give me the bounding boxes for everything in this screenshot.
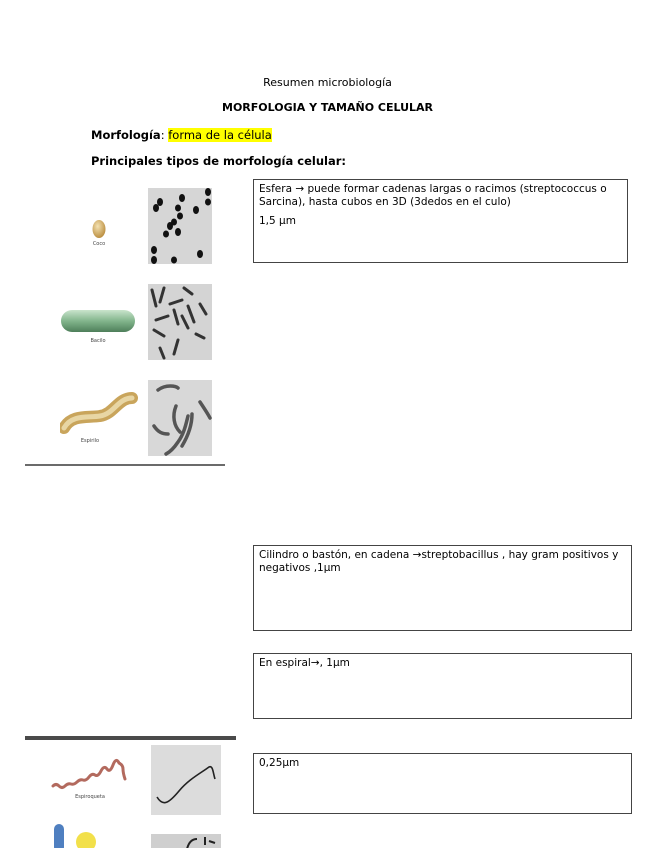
morfologia-highlight: forma de la célula [168, 128, 272, 142]
section-heading: Principales tipos de morfología celular: [91, 154, 346, 168]
micrograph-partial-bottom [151, 834, 221, 848]
divider-line [25, 464, 225, 466]
figure-bacillus [58, 306, 138, 346]
box-text: 0,25µm [259, 757, 300, 769]
box-size: 1,5 µm [259, 215, 296, 227]
micrograph-spirillum [148, 380, 212, 456]
text-box-bacillus [253, 545, 632, 631]
figure-label: Bacilo [90, 338, 106, 344]
morfologia-separator: : [160, 128, 169, 142]
box-text: Cilindro o bastón, en cadena →streptobacillus , hay gram positivos y negativos ,1µm [259, 549, 619, 574]
figure-spirillum [60, 392, 140, 448]
text-box-coccus [253, 179, 628, 263]
figure-coccus [70, 214, 130, 254]
figure-label: Espirilo [80, 438, 100, 444]
bacilli-micrograph-icon [148, 284, 212, 360]
spirochete-micrograph-icon [151, 745, 221, 815]
spirochete-illustration-icon [50, 758, 140, 798]
morfologia-label: Morfología [91, 128, 161, 142]
mixed-shapes-illustration-icon [50, 822, 120, 848]
partial-micrograph-icon [151, 835, 221, 848]
micrograph-bacillus [148, 284, 212, 360]
micrograph-spirochete [151, 745, 221, 815]
cocci-micrograph-icon [148, 188, 212, 264]
box-text: En espiral→, 1µm [259, 657, 350, 669]
bacillus-illustration-icon [58, 306, 138, 336]
document-title: MORFOLOGIA Y TAMAÑO CELULAR [222, 101, 433, 114]
document-subtitle: Resumen microbiología [263, 76, 392, 89]
divider-thick [25, 736, 236, 740]
coccus-illustration-icon [70, 214, 130, 254]
spirillum-illustration-icon [60, 392, 140, 440]
figure-spirochete [50, 758, 140, 808]
text-box-spirochete [253, 753, 632, 814]
micrograph-coccus [148, 188, 212, 264]
text-box-spirillum [253, 653, 632, 719]
figure-label: Coco [92, 241, 106, 247]
figure-label: Espiroqueta [75, 794, 105, 800]
figure-partial-bottom [50, 822, 120, 848]
spirilla-micrograph-icon [148, 380, 212, 456]
box-text: Esfera → puede formar cadenas largas o racimos (streptococcus o Sarcina), hasta cubos en 3D (3dedos en el culo) [259, 183, 607, 208]
morfologia-definition [91, 128, 272, 142]
